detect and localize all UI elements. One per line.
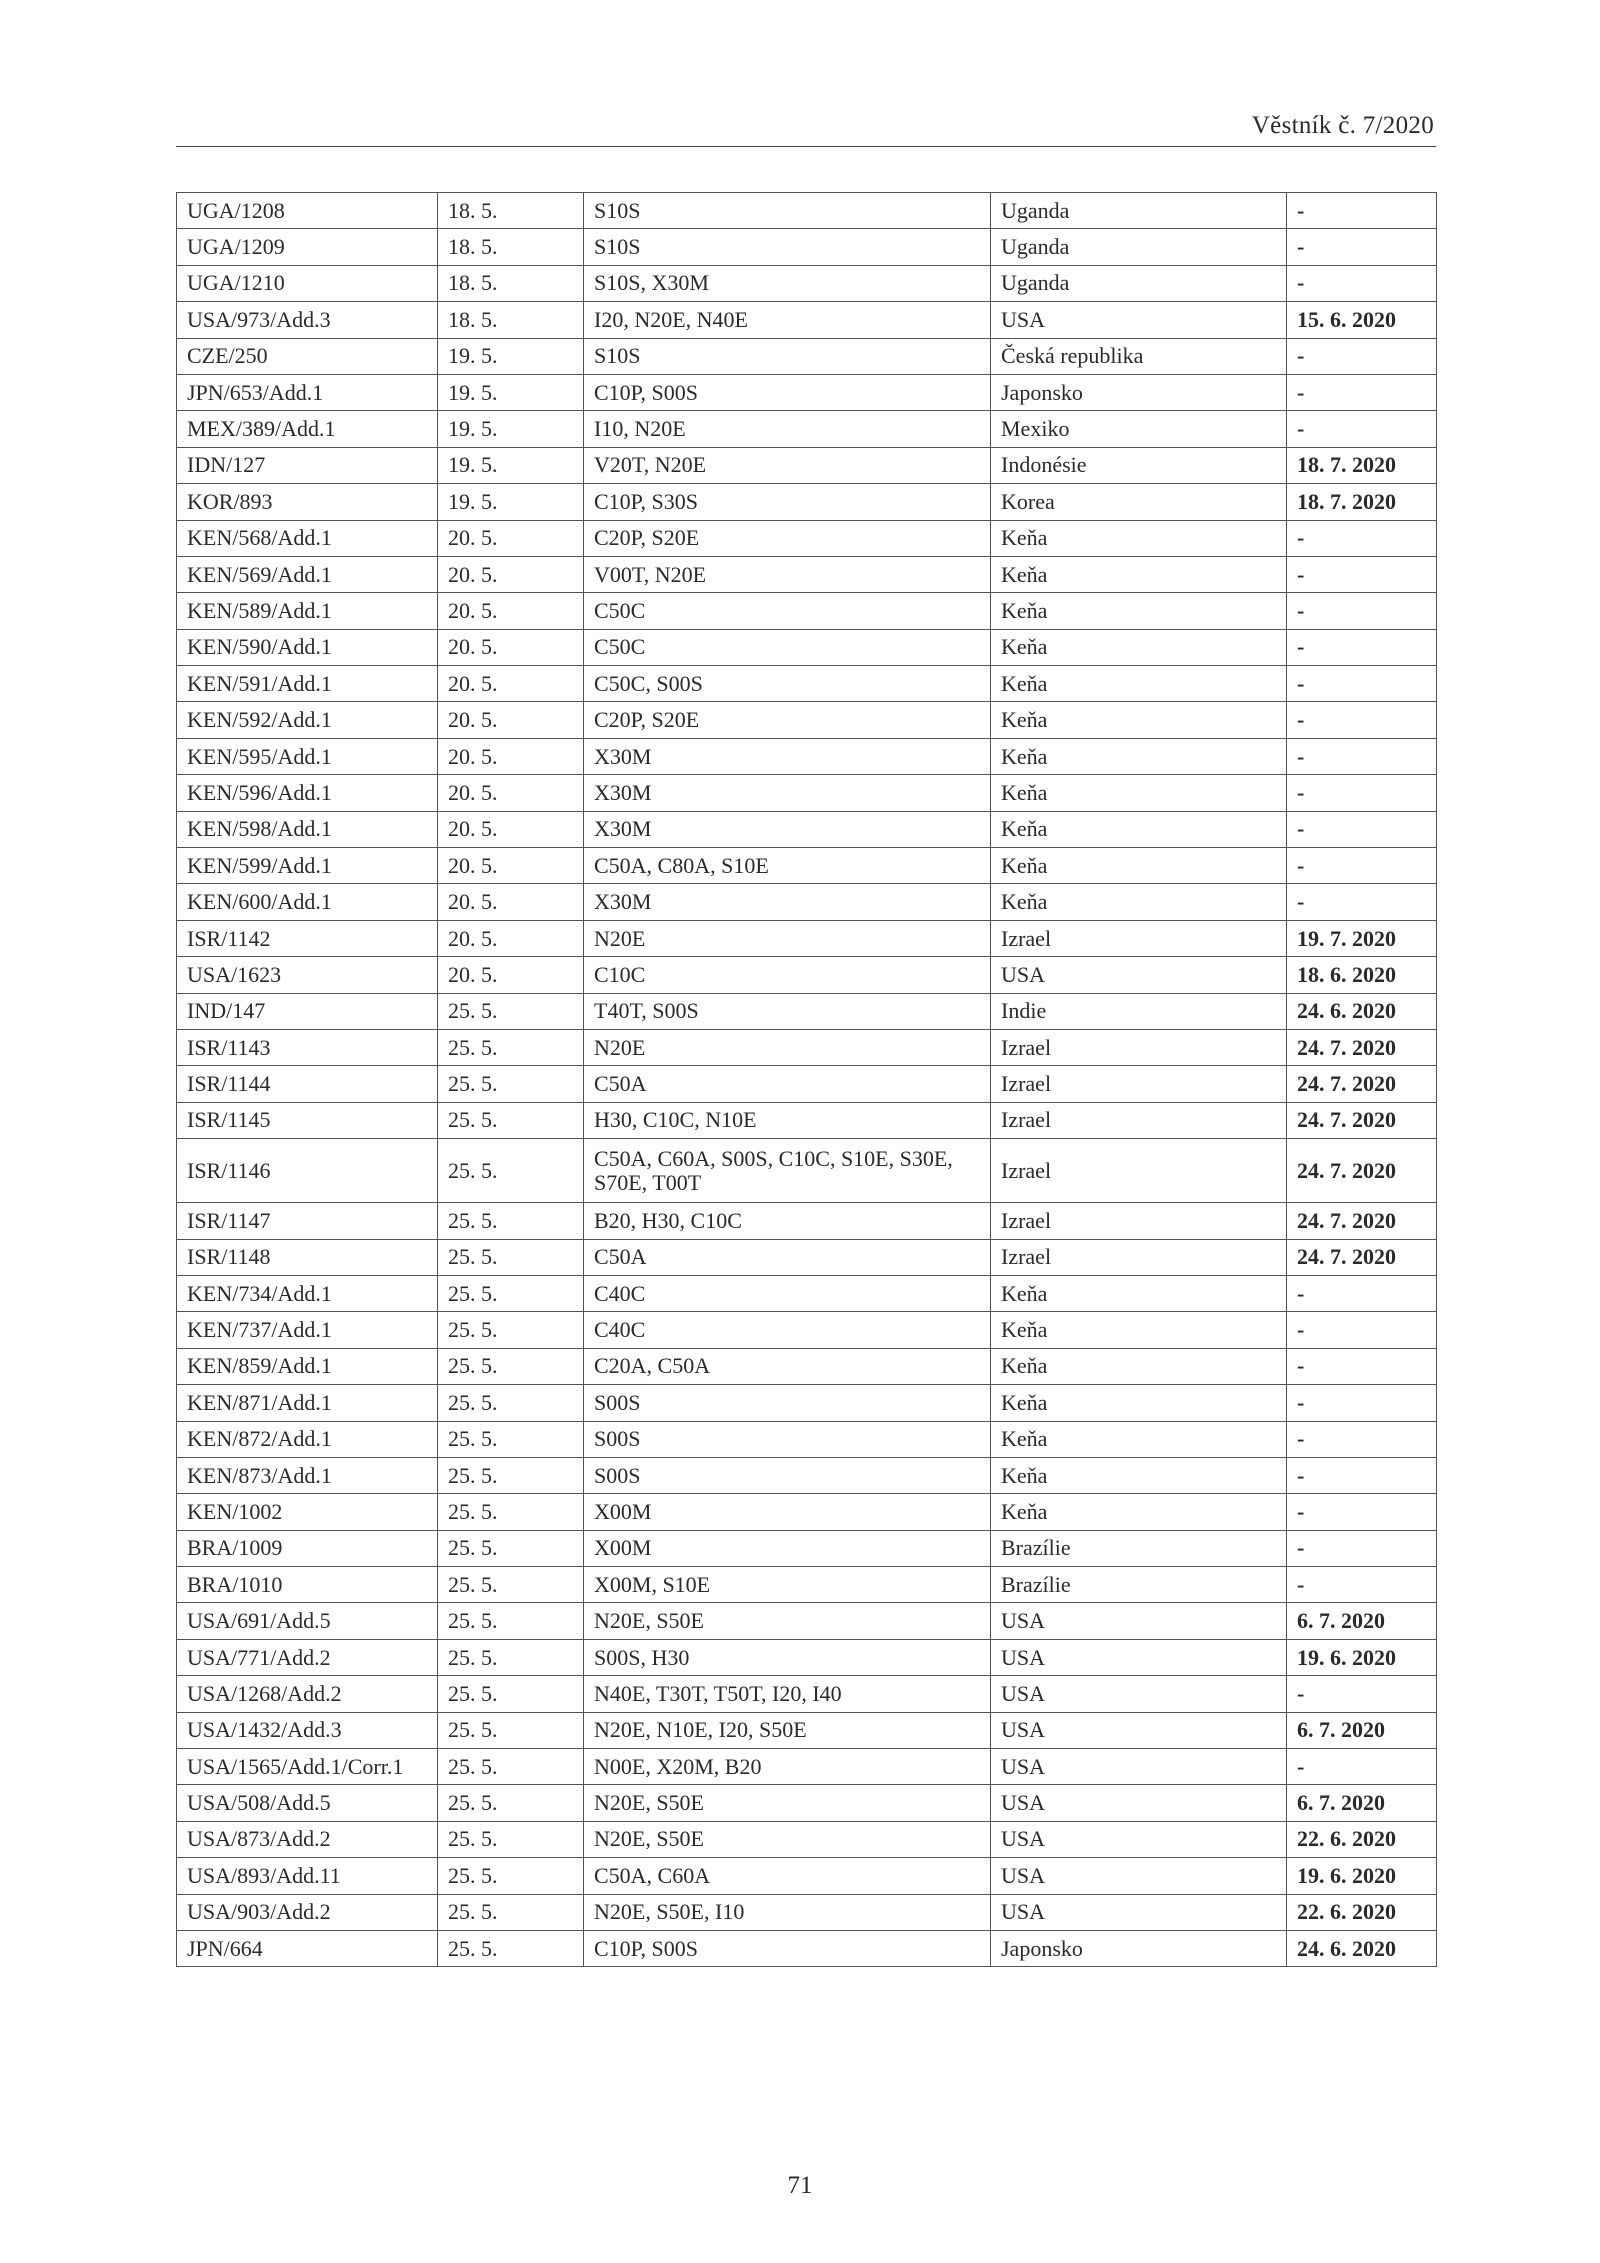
cell-product-codes: C10P, S00S xyxy=(584,1930,991,1966)
cell-deadline: - xyxy=(1287,1421,1437,1457)
cell-country: USA xyxy=(991,1603,1287,1639)
cell-document-code: ISR/1144 xyxy=(177,1066,438,1102)
cell-date: 25. 5. xyxy=(438,1530,584,1566)
cell-document-code: USA/873/Add.2 xyxy=(177,1821,438,1857)
cell-deadline: 24. 7. 2020 xyxy=(1287,1203,1437,1239)
cell-document-code: ISR/1142 xyxy=(177,920,438,956)
cell-document-code: JPN/653/Add.1 xyxy=(177,374,438,410)
cell-date: 18. 5. xyxy=(438,302,584,338)
cell-date: 25. 5. xyxy=(438,1494,584,1530)
table-row xyxy=(177,920,1437,956)
cell-country: Keňa xyxy=(991,593,1287,629)
cell-country: Izrael xyxy=(991,1029,1287,1065)
cell-document-code: KEN/568/Add.1 xyxy=(177,520,438,556)
cell-deadline: - xyxy=(1287,556,1437,592)
cell-date: 20. 5. xyxy=(438,666,584,702)
cell-country: Izrael xyxy=(991,1102,1287,1138)
table-row xyxy=(177,884,1437,920)
cell-document-code: USA/771/Add.2 xyxy=(177,1639,438,1675)
cell-date: 25. 5. xyxy=(438,1749,584,1785)
cell-country: USA xyxy=(991,1894,1287,1930)
cell-product-codes: X30M xyxy=(584,738,991,774)
cell-date: 25. 5. xyxy=(438,1275,584,1311)
table-row xyxy=(177,1421,1437,1457)
cell-country: Izrael xyxy=(991,1139,1287,1203)
cell-date: 25. 5. xyxy=(438,1385,584,1421)
cell-product-codes: C10P, S30S xyxy=(584,484,991,520)
cell-date: 25. 5. xyxy=(438,1066,584,1102)
cell-deadline: - xyxy=(1287,775,1437,811)
cell-deadline: 6. 7. 2020 xyxy=(1287,1785,1437,1821)
cell-document-code: KEN/872/Add.1 xyxy=(177,1421,438,1457)
cell-deadline: - xyxy=(1287,884,1437,920)
table-row xyxy=(177,957,1437,993)
cell-country: Japonsko xyxy=(991,374,1287,410)
cell-country: Keňa xyxy=(991,775,1287,811)
cell-document-code: BRA/1010 xyxy=(177,1567,438,1603)
cell-product-codes: C20A, C50A xyxy=(584,1348,991,1384)
cell-document-code: KEN/591/Add.1 xyxy=(177,666,438,702)
table-row xyxy=(177,411,1437,447)
cell-date: 20. 5. xyxy=(438,884,584,920)
cell-product-codes: C50A, C60A, S00S, C10C, S10E, S30E, S70E, T00T xyxy=(584,1139,991,1203)
cell-deadline: - xyxy=(1287,265,1437,301)
cell-product-codes: S10S xyxy=(584,338,991,374)
table-row xyxy=(177,1603,1437,1639)
cell-document-code: ISR/1145 xyxy=(177,1102,438,1138)
cell-document-code: USA/1623 xyxy=(177,957,438,993)
cell-country: USA xyxy=(991,1676,1287,1712)
table-row xyxy=(177,1749,1437,1785)
cell-deadline: 19. 6. 2020 xyxy=(1287,1639,1437,1675)
cell-date: 19. 5. xyxy=(438,411,584,447)
table-row xyxy=(177,1203,1437,1239)
cell-deadline: - xyxy=(1287,738,1437,774)
table-row xyxy=(177,1930,1437,1966)
cell-product-codes: C50C, S00S xyxy=(584,666,991,702)
cell-document-code: IND/147 xyxy=(177,993,438,1029)
cell-date: 25. 5. xyxy=(438,1239,584,1275)
cell-product-codes: N20E xyxy=(584,1029,991,1065)
cell-document-code: KEN/599/Add.1 xyxy=(177,848,438,884)
cell-product-codes: C50C xyxy=(584,629,991,665)
cell-product-codes: S10S xyxy=(584,193,991,229)
cell-country: Keňa xyxy=(991,666,1287,702)
cell-deadline: - xyxy=(1287,374,1437,410)
cell-document-code: UGA/1209 xyxy=(177,229,438,265)
cell-product-codes: C50A xyxy=(584,1066,991,1102)
cell-deadline: 22. 6. 2020 xyxy=(1287,1821,1437,1857)
cell-deadline: 22. 6. 2020 xyxy=(1287,1894,1437,1930)
cell-product-codes: C10P, S00S xyxy=(584,374,991,410)
cell-document-code: ISR/1146 xyxy=(177,1139,438,1203)
cell-country: USA xyxy=(991,1858,1287,1894)
cell-date: 20. 5. xyxy=(438,738,584,774)
cell-country: USA xyxy=(991,1712,1287,1748)
cell-date: 25. 5. xyxy=(438,993,584,1029)
cell-date: 20. 5. xyxy=(438,520,584,556)
cell-country: Keňa xyxy=(991,848,1287,884)
cell-deadline: - xyxy=(1287,1457,1437,1493)
table-row xyxy=(177,1457,1437,1493)
cell-product-codes: S10S xyxy=(584,229,991,265)
table-row xyxy=(177,1530,1437,1566)
table-row xyxy=(177,1567,1437,1603)
cell-country: Uganda xyxy=(991,229,1287,265)
cell-country: USA xyxy=(991,1639,1287,1675)
table-row xyxy=(177,629,1437,665)
table-row xyxy=(177,1494,1437,1530)
cell-document-code: USA/1565/Add.1/Corr.1 xyxy=(177,1749,438,1785)
cell-document-code: KEN/592/Add.1 xyxy=(177,702,438,738)
cell-deadline: - xyxy=(1287,811,1437,847)
cell-country: USA xyxy=(991,957,1287,993)
table-row xyxy=(177,265,1437,301)
cell-document-code: IDN/127 xyxy=(177,447,438,483)
cell-document-code: MEX/389/Add.1 xyxy=(177,411,438,447)
cell-date: 20. 5. xyxy=(438,775,584,811)
cell-deadline: 19. 7. 2020 xyxy=(1287,920,1437,956)
cell-country: Keňa xyxy=(991,520,1287,556)
cell-document-code: USA/1268/Add.2 xyxy=(177,1676,438,1712)
table-row xyxy=(177,1712,1437,1748)
cell-product-codes: X30M xyxy=(584,884,991,920)
cell-country: Korea xyxy=(991,484,1287,520)
cell-deadline: - xyxy=(1287,1312,1437,1348)
cell-deadline: - xyxy=(1287,1530,1437,1566)
cell-product-codes: C50A, C60A xyxy=(584,1858,991,1894)
cell-country: Keňa xyxy=(991,1312,1287,1348)
cell-country: Keňa xyxy=(991,1348,1287,1384)
cell-document-code: USA/893/Add.11 xyxy=(177,1858,438,1894)
cell-document-code: KEN/589/Add.1 xyxy=(177,593,438,629)
cell-date: 20. 5. xyxy=(438,593,584,629)
cell-deadline: - xyxy=(1287,1676,1437,1712)
cell-document-code: USA/973/Add.3 xyxy=(177,302,438,338)
cell-document-code: ISR/1143 xyxy=(177,1029,438,1065)
table-row xyxy=(177,775,1437,811)
cell-product-codes: S00S xyxy=(584,1385,991,1421)
cell-country: USA xyxy=(991,302,1287,338)
table-row xyxy=(177,229,1437,265)
cell-document-code: KEN/598/Add.1 xyxy=(177,811,438,847)
cell-date: 25. 5. xyxy=(438,1312,584,1348)
table-row xyxy=(177,1029,1437,1065)
cell-product-codes: B20, H30, C10C xyxy=(584,1203,991,1239)
cell-deadline: - xyxy=(1287,702,1437,738)
cell-product-codes: C20P, S20E xyxy=(584,702,991,738)
cell-date: 20. 5. xyxy=(438,848,584,884)
cell-deadline: 24. 7. 2020 xyxy=(1287,1139,1437,1203)
cell-deadline: 6. 7. 2020 xyxy=(1287,1603,1437,1639)
cell-document-code: UGA/1208 xyxy=(177,193,438,229)
cell-date: 25. 5. xyxy=(438,1029,584,1065)
cell-deadline: - xyxy=(1287,1494,1437,1530)
cell-country: Keňa xyxy=(991,702,1287,738)
cell-country: Indie xyxy=(991,993,1287,1029)
cell-country: Česká republika xyxy=(991,338,1287,374)
cell-country: Keňa xyxy=(991,884,1287,920)
table-row xyxy=(177,1348,1437,1384)
cell-deadline: 15. 6. 2020 xyxy=(1287,302,1437,338)
cell-document-code: UGA/1210 xyxy=(177,265,438,301)
cell-date: 19. 5. xyxy=(438,374,584,410)
cell-product-codes: I10, N20E xyxy=(584,411,991,447)
cell-product-codes: C20P, S20E xyxy=(584,520,991,556)
cell-document-code: KOR/893 xyxy=(177,484,438,520)
cell-document-code: KEN/734/Add.1 xyxy=(177,1275,438,1311)
cell-date: 20. 5. xyxy=(438,629,584,665)
cell-country: Izrael xyxy=(991,1203,1287,1239)
cell-product-codes: S00S xyxy=(584,1457,991,1493)
table-row xyxy=(177,666,1437,702)
table-row xyxy=(177,556,1437,592)
cell-document-code: ISR/1148 xyxy=(177,1239,438,1275)
cell-country: USA xyxy=(991,1749,1287,1785)
cell-deadline: - xyxy=(1287,1385,1437,1421)
table-row xyxy=(177,1239,1437,1275)
cell-product-codes: V00T, N20E xyxy=(584,556,991,592)
cell-country: Keňa xyxy=(991,1494,1287,1530)
cell-product-codes: N20E, S50E xyxy=(584,1603,991,1639)
cell-document-code: CZE/250 xyxy=(177,338,438,374)
cell-date: 25. 5. xyxy=(438,1930,584,1966)
cell-date: 20. 5. xyxy=(438,957,584,993)
cell-date: 25. 5. xyxy=(438,1639,584,1675)
cell-date: 25. 5. xyxy=(438,1821,584,1857)
table-row xyxy=(177,1139,1437,1203)
cell-country: Uganda xyxy=(991,193,1287,229)
cell-deadline: 18. 6. 2020 xyxy=(1287,957,1437,993)
cell-product-codes: X00M xyxy=(584,1494,991,1530)
cell-document-code: KEN/737/Add.1 xyxy=(177,1312,438,1348)
cell-product-codes: C50A, C80A, S10E xyxy=(584,848,991,884)
cell-document-code: ISR/1147 xyxy=(177,1203,438,1239)
cell-product-codes: C40C xyxy=(584,1275,991,1311)
cell-country: Keňa xyxy=(991,811,1287,847)
cell-document-code: KEN/569/Add.1 xyxy=(177,556,438,592)
cell-product-codes: C50C xyxy=(584,593,991,629)
cell-deadline: 18. 7. 2020 xyxy=(1287,447,1437,483)
cell-product-codes: X00M, S10E xyxy=(584,1567,991,1603)
table-row xyxy=(177,1066,1437,1102)
cell-deadline: 24. 6. 2020 xyxy=(1287,1930,1437,1966)
cell-product-codes: H30, C10C, N10E xyxy=(584,1102,991,1138)
cell-deadline: 18. 7. 2020 xyxy=(1287,484,1437,520)
cell-deadline: 24. 6. 2020 xyxy=(1287,993,1437,1029)
page-number: 71 xyxy=(787,2172,813,2199)
cell-country: Keňa xyxy=(991,738,1287,774)
table-row xyxy=(177,1385,1437,1421)
table-row xyxy=(177,1102,1437,1138)
cell-deadline: 19. 6. 2020 xyxy=(1287,1858,1437,1894)
cell-date: 20. 5. xyxy=(438,702,584,738)
cell-document-code: BRA/1009 xyxy=(177,1530,438,1566)
cell-country: Uganda xyxy=(991,265,1287,301)
cell-country: Mexiko xyxy=(991,411,1287,447)
cell-product-codes: N20E, N10E, I20, S50E xyxy=(584,1712,991,1748)
cell-country: Keňa xyxy=(991,1421,1287,1457)
cell-date: 25. 5. xyxy=(438,1894,584,1930)
cell-document-code: USA/1432/Add.3 xyxy=(177,1712,438,1748)
cell-deadline: - xyxy=(1287,593,1437,629)
cell-deadline: 24. 7. 2020 xyxy=(1287,1066,1437,1102)
cell-deadline: - xyxy=(1287,666,1437,702)
table-row xyxy=(177,811,1437,847)
cell-product-codes: V20T, N20E xyxy=(584,447,991,483)
cell-deadline: - xyxy=(1287,1567,1437,1603)
cell-document-code: JPN/664 xyxy=(177,1930,438,1966)
cell-document-code: KEN/859/Add.1 xyxy=(177,1348,438,1384)
table-row xyxy=(177,738,1437,774)
table-row xyxy=(177,993,1437,1029)
cell-country: Izrael xyxy=(991,1066,1287,1102)
cell-deadline: - xyxy=(1287,1275,1437,1311)
cell-date: 19. 5. xyxy=(438,484,584,520)
table-row xyxy=(177,1821,1437,1857)
table-row xyxy=(177,447,1437,483)
cell-date: 25. 5. xyxy=(438,1858,584,1894)
cell-deadline: - xyxy=(1287,193,1437,229)
cell-date: 25. 5. xyxy=(438,1567,584,1603)
cell-product-codes: S00S xyxy=(584,1421,991,1457)
cell-deadline: 24. 7. 2020 xyxy=(1287,1029,1437,1065)
cell-document-code: USA/508/Add.5 xyxy=(177,1785,438,1821)
cell-document-code: KEN/595/Add.1 xyxy=(177,738,438,774)
cell-product-codes: N20E, S50E xyxy=(584,1821,991,1857)
table-row xyxy=(177,338,1437,374)
table-row xyxy=(177,302,1437,338)
cell-product-codes: C50A xyxy=(584,1239,991,1275)
table-row xyxy=(177,1894,1437,1930)
cell-country: USA xyxy=(991,1785,1287,1821)
cell-product-codes: X30M xyxy=(584,775,991,811)
table-row xyxy=(177,193,1437,229)
table-row xyxy=(177,1785,1437,1821)
cell-date: 19. 5. xyxy=(438,338,584,374)
cell-deadline: 24. 7. 2020 xyxy=(1287,1102,1437,1138)
cell-country: Keňa xyxy=(991,1457,1287,1493)
cell-country: Keňa xyxy=(991,1275,1287,1311)
cell-country: Brazílie xyxy=(991,1530,1287,1566)
cell-date: 25. 5. xyxy=(438,1785,584,1821)
table-row xyxy=(177,1275,1437,1311)
cell-document-code: KEN/1002 xyxy=(177,1494,438,1530)
cell-document-code: USA/903/Add.2 xyxy=(177,1894,438,1930)
cell-document-code: KEN/590/Add.1 xyxy=(177,629,438,665)
cell-product-codes: X00M xyxy=(584,1530,991,1566)
cell-product-codes: I20, N20E, N40E xyxy=(584,302,991,338)
table-row xyxy=(177,484,1437,520)
cell-date: 25. 5. xyxy=(438,1102,584,1138)
cell-country: Japonsko xyxy=(991,1930,1287,1966)
cell-product-codes: N00E, X20M, B20 xyxy=(584,1749,991,1785)
cell-deadline: 6. 7. 2020 xyxy=(1287,1712,1437,1748)
cell-deadline: 24. 7. 2020 xyxy=(1287,1239,1437,1275)
cell-document-code: USA/691/Add.5 xyxy=(177,1603,438,1639)
cell-deadline: - xyxy=(1287,848,1437,884)
cell-deadline: - xyxy=(1287,520,1437,556)
cell-date: 20. 5. xyxy=(438,556,584,592)
cell-product-codes: X30M xyxy=(584,811,991,847)
cell-deadline: - xyxy=(1287,1749,1437,1785)
cell-product-codes: N20E, S50E xyxy=(584,1785,991,1821)
cell-date: 25. 5. xyxy=(438,1203,584,1239)
cell-product-codes: C40C xyxy=(584,1312,991,1348)
cell-date: 20. 5. xyxy=(438,811,584,847)
cell-deadline: - xyxy=(1287,629,1437,665)
cell-deadline: - xyxy=(1287,229,1437,265)
cell-date: 25. 5. xyxy=(438,1603,584,1639)
cell-date: 25. 5. xyxy=(438,1139,584,1203)
cell-document-code: KEN/873/Add.1 xyxy=(177,1457,438,1493)
cell-country: Izrael xyxy=(991,920,1287,956)
cell-date: 25. 5. xyxy=(438,1457,584,1493)
cell-country: Indonésie xyxy=(991,447,1287,483)
cell-country: USA xyxy=(991,1821,1287,1857)
cell-date: 25. 5. xyxy=(438,1676,584,1712)
cell-country: Keňa xyxy=(991,1385,1287,1421)
cell-product-codes: T40T, S00S xyxy=(584,993,991,1029)
cell-product-codes: S10S, X30M xyxy=(584,265,991,301)
table-row xyxy=(177,1858,1437,1894)
table-row xyxy=(177,374,1437,410)
cell-date: 18. 5. xyxy=(438,265,584,301)
cell-document-code: KEN/871/Add.1 xyxy=(177,1385,438,1421)
header-divider xyxy=(176,146,1436,147)
cell-product-codes: N20E, S50E, I10 xyxy=(584,1894,991,1930)
cell-document-code: KEN/596/Add.1 xyxy=(177,775,438,811)
cell-country: Izrael xyxy=(991,1239,1287,1275)
cell-country: Keňa xyxy=(991,556,1287,592)
notifications-table-body xyxy=(177,193,1437,1967)
cell-country: Keňa xyxy=(991,629,1287,665)
table-row xyxy=(177,593,1437,629)
table-row xyxy=(177,848,1437,884)
cell-date: 25. 5. xyxy=(438,1421,584,1457)
cell-date: 20. 5. xyxy=(438,920,584,956)
cell-document-code: KEN/600/Add.1 xyxy=(177,884,438,920)
cell-deadline: - xyxy=(1287,1348,1437,1384)
table-row xyxy=(177,1676,1437,1712)
cell-date: 18. 5. xyxy=(438,193,584,229)
cell-deadline: - xyxy=(1287,411,1437,447)
cell-date: 25. 5. xyxy=(438,1348,584,1384)
cell-product-codes: N20E xyxy=(584,920,991,956)
cell-country: Brazílie xyxy=(991,1567,1287,1603)
notifications-table xyxy=(176,192,1437,1967)
cell-deadline: - xyxy=(1287,338,1437,374)
cell-date: 19. 5. xyxy=(438,447,584,483)
table-row xyxy=(177,520,1437,556)
cell-product-codes: S00S, H30 xyxy=(584,1639,991,1675)
cell-date: 18. 5. xyxy=(438,229,584,265)
cell-product-codes: C10C xyxy=(584,957,991,993)
bulletin-title: Věstník č. 7/2020 xyxy=(1251,112,1434,139)
table-row xyxy=(177,1312,1437,1348)
table-row xyxy=(177,1639,1437,1675)
table-row xyxy=(177,702,1437,738)
cell-date: 25. 5. xyxy=(438,1712,584,1748)
cell-product-codes: N40E, T30T, T50T, I20, I40 xyxy=(584,1676,991,1712)
